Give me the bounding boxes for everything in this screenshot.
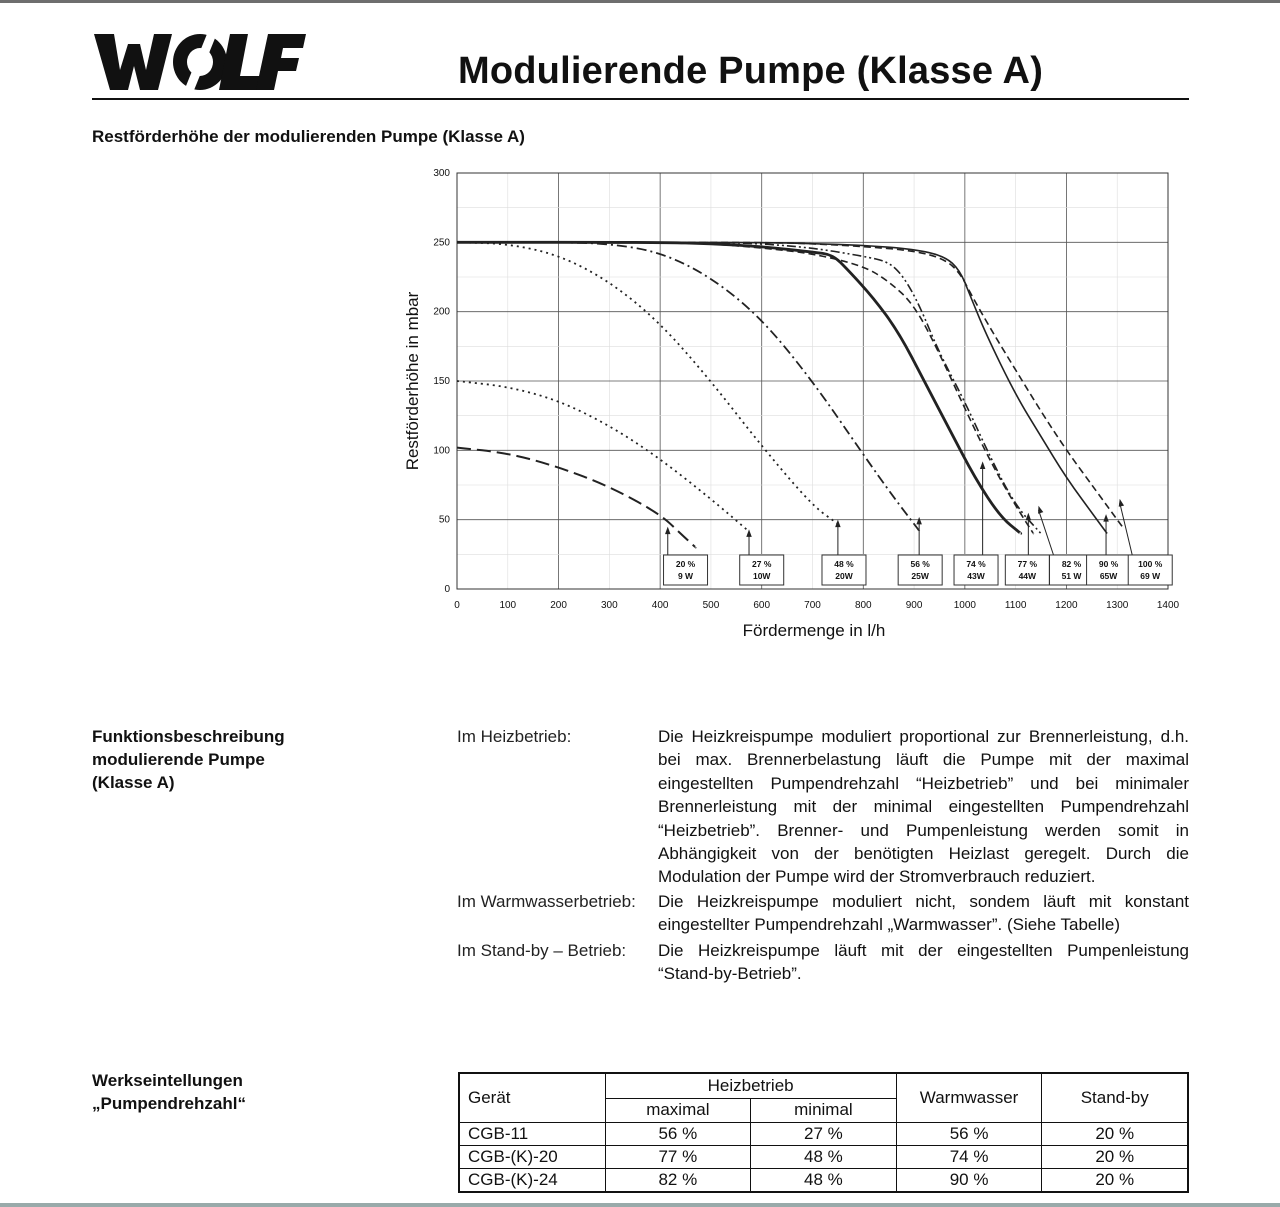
x-tick-label: 0 (454, 600, 460, 611)
series-curve (457, 381, 747, 529)
pump-curve-chart (395, 160, 1195, 650)
y-axis-label: Restförderhöhe in mbar (403, 291, 422, 471)
table-row (459, 1146, 1188, 1169)
callout-arrowhead (665, 527, 670, 535)
x-tick-label: 1100 (1004, 600, 1027, 611)
chart-series (457, 242, 1122, 547)
y-tick-label: 150 (433, 376, 450, 387)
y-tick-label: 0 (444, 584, 450, 595)
cell-maximal: 56 % (605, 1123, 751, 1146)
callout-power: 69 W (1140, 571, 1161, 581)
callout-power: 9 W (677, 571, 694, 581)
callout-arrowhead (980, 461, 985, 469)
series-curve (457, 242, 838, 524)
callout-arrowhead (835, 520, 840, 528)
x-tick-label: 200 (550, 600, 567, 611)
x-tick-label: 1200 (1055, 600, 1078, 611)
callout-percent: 20 % (675, 559, 696, 569)
heating-mode-text: Die Heizkreispumpe moduliert proportional zur Brennerleistung, d.h. bei max. Brennerbelastung läuft die Pumpe mit der maximal eingestellten Pumpendrehzahl “Heizbetrieb” und bei minimaler Brennerleistung mit der minimal eingestellten Pumpendrehzahl “Heizbetrieb”. Brenner- und Pumpenleistung werden somit in Abhängigkeit von der benötigten Heizlast geregelt. Durch die Modulation der Pumpe wird der Stromverbrauch reduziert. (658, 727, 1189, 887)
standby-mode-text: Die Heizkreispumpe läuft mit der eingestellten Pumpenleistung “Stand-by-Betrieb”. (658, 941, 1189, 984)
callout-power: 10W (752, 571, 771, 581)
x-tick-label: 500 (702, 600, 720, 611)
series-curve (457, 242, 1107, 533)
cell-minimal: 27 % (751, 1123, 897, 1146)
cell-minimal: 48 % (751, 1146, 897, 1169)
callout-power: 25W (911, 571, 929, 581)
wolf-logo (92, 30, 307, 95)
callout-percent: 48 % (834, 559, 854, 569)
y-tick-label: 100 (433, 445, 450, 457)
cell-maximal: 82 % (605, 1169, 751, 1193)
cell-warmwasser: 90 % (896, 1169, 1042, 1193)
settings-label-line-2: „Pumpendrehzahl“ (92, 1094, 246, 1113)
callout-power: 44W (1018, 571, 1037, 581)
settings-label-line-1: Werkseintellungen (92, 1071, 243, 1090)
hot-water-mode-label: Im Warmwasserbetrieb: (457, 892, 636, 911)
x-tick-label: 700 (804, 600, 821, 611)
x-tick-label: 600 (753, 600, 771, 611)
cell-warmwasser: 56 % (896, 1123, 1042, 1146)
cell-maximal: 77 % (605, 1146, 751, 1169)
callout-percent: 82 % (1061, 559, 1082, 569)
page-title: Modulierende Pumpe (Klasse A) (458, 50, 1044, 92)
cell-standby: 20 % (1042, 1123, 1188, 1146)
cell-standby: 20 % (1042, 1146, 1188, 1169)
table-row (459, 1123, 1188, 1146)
callout-percent: 100 % (1138, 559, 1163, 569)
y-tick-label: 50 (438, 514, 450, 526)
table-header-row (459, 1073, 1188, 1098)
x-tick-label: 100 (499, 600, 517, 611)
x-tick-label: 400 (651, 600, 669, 611)
callout-percent: 77 % (1017, 559, 1038, 569)
header-divider (92, 98, 1189, 100)
y-tick-label: 250 (433, 237, 450, 249)
standby-mode-row (457, 939, 1189, 987)
callout-arrowhead (1103, 514, 1108, 522)
pump-speed-settings-table (458, 1072, 1189, 1193)
callout-arrowhead (1038, 506, 1043, 514)
x-tick-label: 300 (601, 600, 618, 611)
hot-water-mode-row (457, 890, 1189, 938)
x-tick-label: 1000 (953, 600, 976, 611)
callout-arrowhead (916, 517, 921, 525)
callout-arrowhead (1026, 513, 1031, 521)
callout-percent: 56 % (910, 559, 930, 569)
callout-percent: 90 % (1098, 559, 1119, 569)
callout-power: 65W (1099, 571, 1118, 581)
header-geraet: Gerät (459, 1073, 605, 1123)
function-section-label (92, 725, 285, 794)
series-curve (457, 242, 1033, 533)
callout-power: 43W (967, 571, 985, 581)
cell-device: CGB-(K)-24 (459, 1169, 605, 1193)
standby-mode-label: Im Stand-by – Betrieb: (457, 941, 627, 960)
top-border (0, 0, 1280, 3)
chart-section-heading: Restförderhöhe der modulierenden Pumpe (Klasse A) (92, 127, 525, 146)
header-warmwasser: Warmwasser (896, 1073, 1042, 1123)
y-tick-label: 200 (433, 306, 450, 318)
x-axis-label: Fördermenge in l/h (742, 621, 886, 640)
heating-mode-label: Im Heizbetrieb: (457, 727, 572, 746)
header-heizbetrieb: Heizbetrieb (605, 1073, 896, 1098)
callout-pointer (1120, 503, 1132, 555)
hot-water-mode-text: Die Heizkreispumpe moduliert nicht, sondem läuft mit konstant eingestellter Pumpendrehzahl „Warmwasser”. (Siehe Tabelle) (658, 892, 1189, 935)
callout-arrowhead (1119, 499, 1124, 507)
x-tick-label: 900 (905, 600, 923, 611)
series-curve (457, 242, 919, 531)
function-label-line-1: Funktionsbeschreibung (92, 727, 285, 746)
heating-mode-row (457, 725, 1189, 890)
x-tick-label: 1400 (1156, 600, 1180, 611)
y-tick-label: 300 (433, 168, 450, 179)
function-label-line-2: modulierende Pumpe (92, 750, 265, 769)
cell-minimal: 48 % (751, 1169, 897, 1193)
cell-standby: 20 % (1042, 1169, 1188, 1193)
callout-power: 20W (835, 571, 853, 581)
header-standby: Stand-by (1042, 1073, 1188, 1123)
series-curve (457, 242, 1041, 533)
header-maximal: maximal (605, 1098, 751, 1122)
chart-callouts (664, 461, 1173, 585)
cell-device: CGB-11 (459, 1123, 605, 1146)
table-row (459, 1169, 1188, 1193)
cell-device: CGB-(K)-20 (459, 1146, 605, 1169)
series-curve (457, 242, 1021, 533)
bottom-border (0, 1203, 1280, 1207)
series-curve (457, 242, 1122, 526)
callout-power: 51 W (1061, 571, 1082, 581)
callout-percent: 27 % (752, 559, 772, 569)
x-tick-label: 800 (854, 600, 872, 611)
header-minimal: minimal (751, 1098, 897, 1122)
chart-ticks (433, 168, 1179, 611)
cell-warmwasser: 74 % (896, 1146, 1042, 1169)
function-label-line-3: (Klasse A) (92, 773, 175, 792)
settings-section-label (92, 1069, 246, 1115)
callout-arrowhead (746, 529, 751, 537)
x-tick-label: 1300 (1106, 600, 1129, 611)
callout-percent: 74 % (966, 559, 986, 569)
